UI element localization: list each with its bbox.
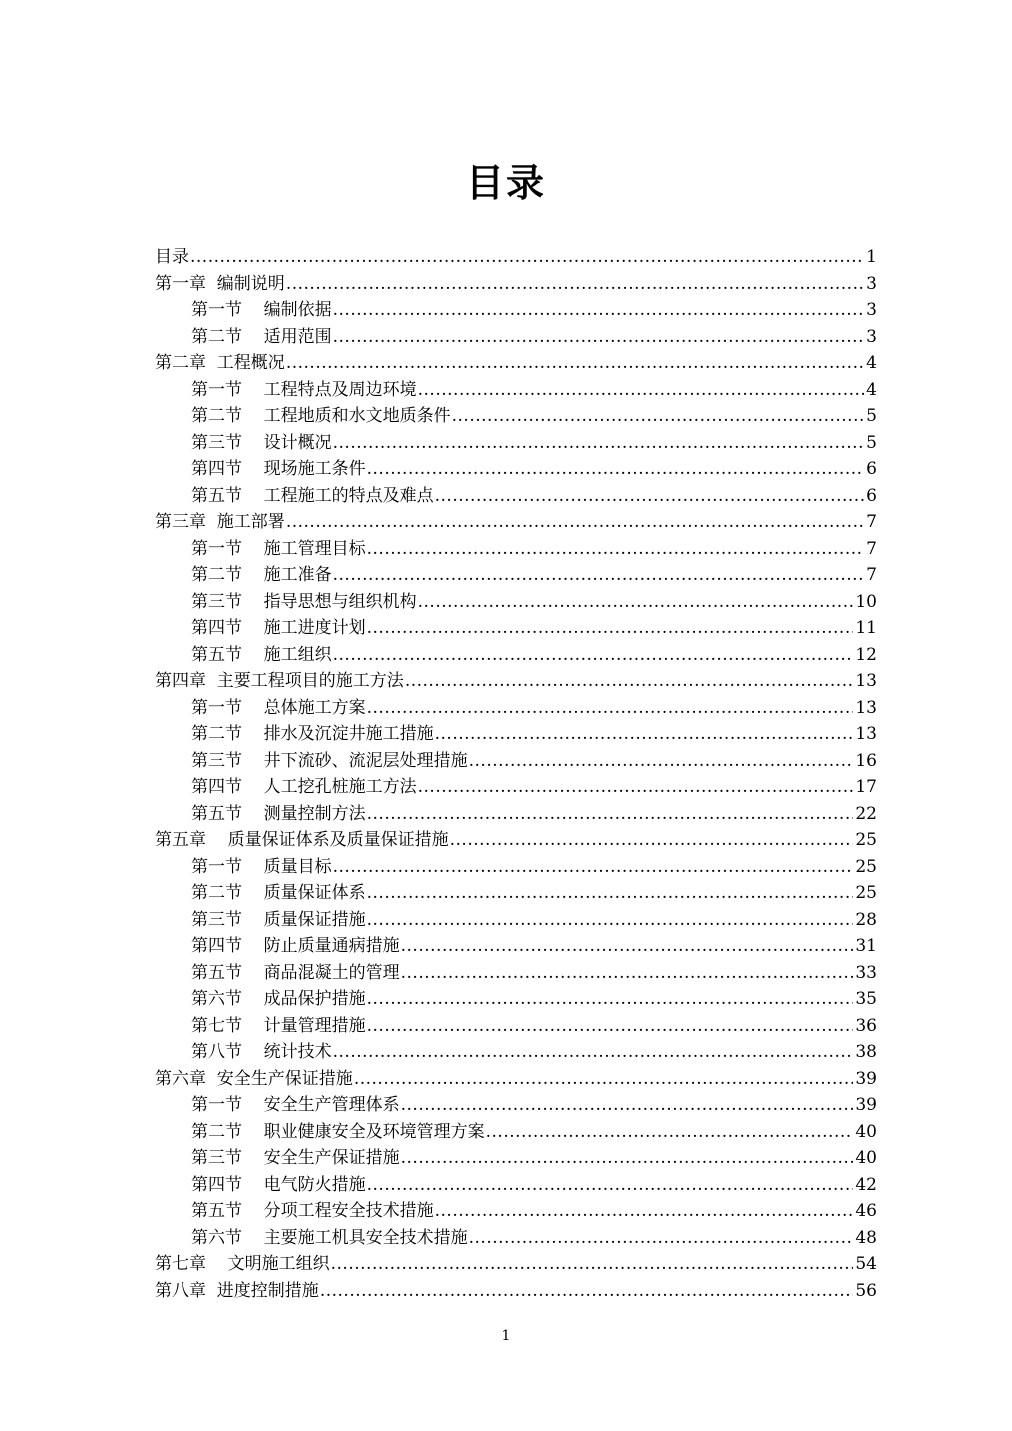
toc-entry-page-number: 5	[866, 432, 877, 453]
toc-entry-label: 第三节 井下流砂、流泥层处理措施	[191, 750, 468, 771]
toc-entry-label: 目录	[155, 247, 189, 267]
dot-leader	[190, 244, 864, 271]
toc-chapter-entry[interactable]	[155, 509, 877, 536]
toc-section-entry[interactable]	[155, 589, 877, 616]
toc-section-entry[interactable]	[155, 536, 877, 563]
dot-leader	[333, 1039, 854, 1066]
toc-entry-label: 第五节 施工组织	[191, 644, 332, 665]
dot-leader	[401, 1092, 854, 1119]
toc-entry-page-number: 6	[866, 485, 877, 506]
toc-entry-label: 第四节 防止质量通病措施	[191, 936, 400, 956]
toc-section-entry[interactable]	[155, 986, 877, 1013]
toc-entry-page-number: 7	[866, 538, 877, 559]
dot-leader	[286, 271, 864, 298]
toc-chapter-entry[interactable]	[155, 1278, 877, 1305]
toc-entry-label: 第一节 质量目标	[191, 856, 332, 877]
toc-entry-label: 第五节 分项工程安全技术措施	[191, 1201, 434, 1221]
dot-leader	[333, 324, 865, 351]
toc-entry-label: 第二节 施工准备	[191, 565, 332, 585]
toc-entry-label: 第四节 现场施工条件	[191, 459, 366, 479]
toc-entry-page-number: 40	[855, 1121, 877, 1142]
dot-leader	[367, 880, 854, 907]
toc-entry-label: 第五节 测量控制方法	[191, 803, 366, 824]
page-number: 1	[501, 1328, 511, 1344]
toc-section-entry[interactable]	[155, 324, 877, 351]
toc-entry-label: 第二节 排水及沉淀井施工措施	[191, 724, 434, 744]
dot-leader	[435, 483, 865, 510]
toc-chapter-entry[interactable]	[155, 350, 877, 377]
toc-entry-label: 第二节 质量保证体系	[191, 883, 366, 903]
toc-entry-page-number: 4	[866, 379, 877, 400]
toc-entry-page-number: 11	[855, 618, 877, 638]
toc-entry-page-number: 17	[855, 777, 877, 797]
toc-section-entry[interactable]	[155, 615, 877, 642]
toc-section-entry[interactable]	[155, 1198, 877, 1225]
dot-leader	[418, 774, 854, 801]
dot-leader	[435, 1198, 854, 1225]
toc-entry-page-number: 12	[855, 644, 877, 665]
toc-entry-page-number: 25	[855, 883, 877, 903]
toc-entry-page-number: 13	[855, 697, 877, 718]
toc-entry-page-number: 7	[866, 512, 877, 532]
toc-entry-page-number: 40	[855, 1148, 877, 1168]
toc-section-entry[interactable]	[155, 297, 877, 324]
dot-leader	[469, 748, 854, 775]
page-title: 目录	[465, 160, 546, 205]
dot-leader	[333, 642, 854, 669]
dot-leader	[450, 827, 854, 854]
dot-leader	[367, 1172, 854, 1199]
toc-section-entry[interactable]	[155, 1013, 877, 1040]
dot-leader	[405, 668, 854, 695]
dot-leader	[401, 1145, 854, 1172]
toc-entry-page-number: 31	[855, 936, 877, 956]
toc-section-entry[interactable]	[155, 1039, 877, 1066]
toc-entry-label: 第六节 成品保护措施	[191, 989, 366, 1009]
toc-entry-page-number: 54	[855, 1254, 877, 1274]
toc-entry-page-number: 6	[866, 459, 877, 479]
toc-chapter-entry[interactable]	[155, 1066, 877, 1093]
toc-section-entry[interactable]	[155, 403, 877, 430]
dot-leader	[354, 1066, 854, 1093]
toc-section-entry[interactable]	[155, 1119, 877, 1146]
toc-entry-label: 第二节 职业健康安全及环境管理方案	[191, 1121, 485, 1142]
toc-entry-page-number: 28	[855, 909, 877, 930]
dot-leader	[367, 456, 865, 483]
toc-entry-label: 第二节 适用范围	[191, 326, 332, 347]
toc-chapter-entry[interactable]	[155, 1251, 877, 1278]
toc-entry-page-number: 7	[866, 565, 877, 585]
toc-entry-label: 第六节 主要施工机具安全技术措施	[191, 1227, 468, 1248]
toc-entry-label: 第四节 电气防火措施	[191, 1174, 366, 1195]
toc-entry-label: 第一节 施工管理目标	[191, 538, 366, 559]
dot-leader	[333, 430, 865, 457]
toc-entry-page-number: 3	[866, 326, 877, 347]
toc-entry-label: 第六章 安全生产保证措施	[155, 1068, 353, 1089]
toc-entry-label: 第一节 编制依据	[191, 300, 332, 320]
toc-entry-page-number: 33	[855, 962, 877, 983]
toc-section-entry[interactable]	[155, 880, 877, 907]
toc-entry-page-number: 1	[866, 247, 877, 267]
toc-chapter-entry[interactable]	[155, 244, 877, 271]
toc-section-entry[interactable]	[155, 960, 877, 987]
toc-entry-label: 第七节 计量管理措施	[191, 1015, 366, 1036]
dot-leader	[418, 589, 854, 616]
dot-leader	[418, 377, 865, 404]
toc-entry-page-number: 13	[855, 724, 877, 744]
dot-leader	[331, 1251, 854, 1278]
toc-section-entry[interactable]	[155, 1092, 877, 1119]
toc-entry-page-number: 22	[855, 803, 877, 824]
toc-section-entry[interactable]	[155, 430, 877, 457]
toc-section-entry[interactable]	[155, 933, 877, 960]
dot-leader	[367, 1013, 854, 1040]
toc-entry-page-number: 36	[855, 1015, 877, 1036]
dot-leader	[452, 403, 865, 430]
toc-entry-page-number: 5	[866, 406, 877, 426]
toc-entry-label: 第一节 工程特点及周边环境	[191, 379, 417, 400]
toc-entry-label: 第四节 施工进度计划	[191, 618, 366, 638]
toc-entry-page-number: 39	[855, 1068, 877, 1089]
toc-entry-page-number: 39	[855, 1095, 877, 1115]
toc-entry-label: 第三章 施工部署	[155, 512, 285, 532]
toc-entry-label: 第八章 进度控制措施	[155, 1280, 319, 1301]
toc-section-entry[interactable]	[155, 907, 877, 934]
toc-entry-label: 第四章 主要工程项目的施工方法	[155, 671, 404, 691]
toc-section-entry[interactable]	[155, 801, 877, 828]
dot-leader	[333, 562, 865, 589]
toc-section-entry[interactable]	[155, 1172, 877, 1199]
toc-section-entry[interactable]	[155, 483, 877, 510]
toc-entry-page-number: 3	[866, 300, 877, 320]
toc-entry-page-number: 42	[855, 1174, 877, 1195]
toc-section-entry[interactable]	[155, 456, 877, 483]
dot-leader	[333, 297, 865, 324]
dot-leader	[435, 721, 854, 748]
toc-entry-page-number: 25	[855, 856, 877, 877]
dot-leader	[367, 907, 854, 934]
dot-leader	[286, 350, 864, 377]
toc-entry-label: 第八节 统计技术	[191, 1042, 332, 1062]
toc-entry-label: 第七章 文明施工组织	[155, 1254, 330, 1274]
toc-entry-page-number: 48	[855, 1227, 877, 1248]
toc-section-entry[interactable]	[155, 642, 877, 669]
dot-leader	[367, 986, 854, 1013]
dot-leader	[333, 854, 854, 881]
table-of-contents	[155, 244, 877, 1304]
toc-entry-page-number: 35	[855, 989, 877, 1009]
toc-entry-label: 第二节 工程地质和水文地质条件	[191, 406, 451, 426]
toc-section-entry[interactable]	[155, 1145, 877, 1172]
toc-section-entry[interactable]	[155, 562, 877, 589]
toc-section-entry[interactable]	[155, 377, 877, 404]
toc-entry-page-number: 16	[855, 750, 877, 771]
toc-entry-label: 第一章 编制说明	[155, 273, 285, 294]
dot-leader	[367, 695, 854, 722]
toc-entry-label: 第二章 工程概况	[155, 353, 285, 373]
toc-entry-page-number: 25	[855, 830, 877, 850]
toc-entry-page-number: 46	[855, 1201, 877, 1221]
dot-leader	[286, 509, 864, 536]
toc-entry-page-number: 56	[855, 1280, 877, 1301]
toc-entry-page-number: 13	[855, 671, 877, 691]
toc-section-entry[interactable]	[155, 774, 877, 801]
toc-entry-label: 第四节 人工挖孔桩施工方法	[191, 777, 417, 797]
dot-leader	[486, 1119, 854, 1146]
dot-leader	[469, 1225, 854, 1252]
toc-entry-page-number: 38	[855, 1042, 877, 1062]
toc-entry-label: 第五节 工程施工的特点及难点	[191, 485, 434, 506]
dot-leader	[401, 960, 854, 987]
dot-leader	[367, 536, 865, 563]
toc-entry-page-number: 4	[866, 353, 877, 373]
dot-leader	[367, 615, 854, 642]
toc-entry-label: 第五节 商品混凝土的管理	[191, 962, 400, 983]
toc-entry-page-number: 10	[855, 591, 877, 612]
toc-section-entry[interactable]	[155, 748, 877, 775]
toc-entry-page-number: 3	[866, 273, 877, 294]
dot-leader	[320, 1278, 854, 1305]
toc-entry-label: 第三节 安全生产保证措施	[191, 1148, 400, 1168]
toc-entry-label: 第五章 质量保证体系及质量保证措施	[155, 830, 449, 850]
dot-leader	[367, 801, 854, 828]
toc-chapter-entry[interactable]	[155, 827, 877, 854]
toc-entry-label: 第三节 质量保证措施	[191, 909, 366, 930]
toc-entry-label: 第一节 总体施工方案	[191, 697, 366, 718]
toc-entry-label: 第三节 设计概况	[191, 432, 332, 453]
toc-section-entry[interactable]	[155, 695, 877, 722]
toc-section-entry[interactable]	[155, 721, 877, 748]
toc-section-entry[interactable]	[155, 1225, 877, 1252]
toc-entry-label: 第一节 安全生产管理体系	[191, 1095, 400, 1115]
dot-leader	[401, 933, 854, 960]
toc-chapter-entry[interactable]	[155, 271, 877, 298]
toc-chapter-entry[interactable]	[155, 668, 877, 695]
toc-section-entry[interactable]	[155, 854, 877, 881]
toc-entry-label: 第三节 指导思想与组织机构	[191, 591, 417, 612]
